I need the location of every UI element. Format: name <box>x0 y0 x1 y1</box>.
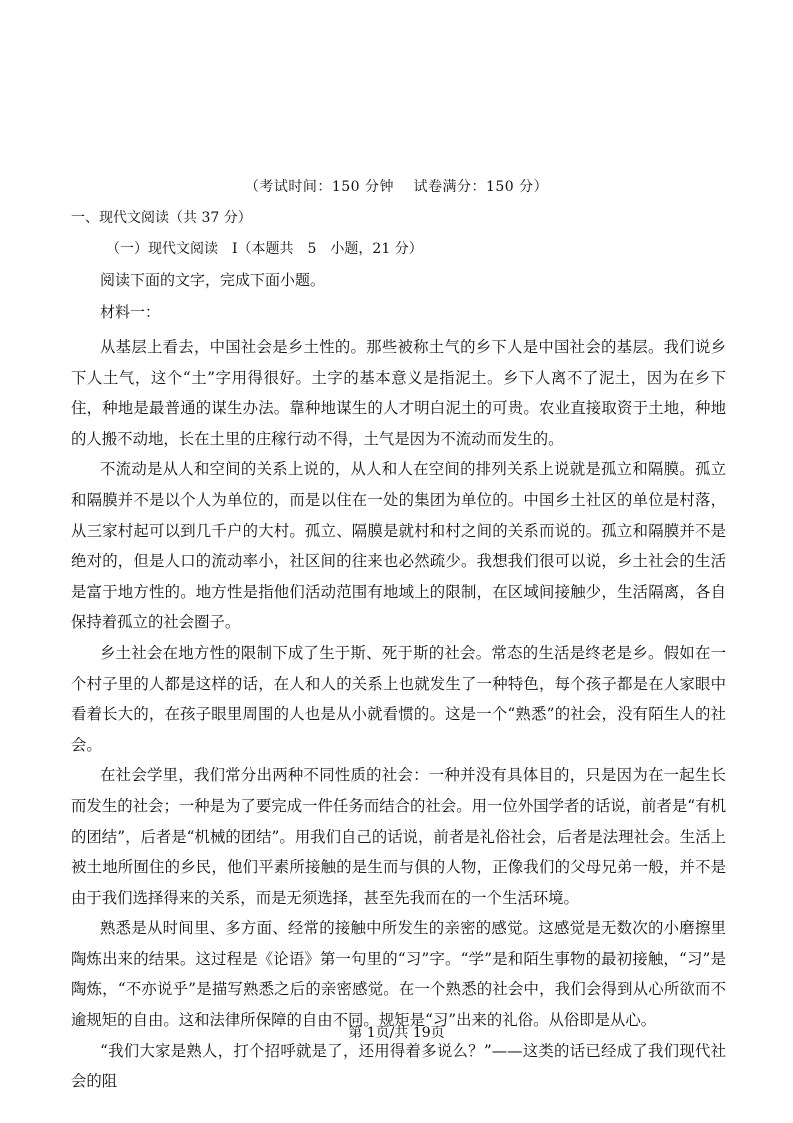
passage-paragraph: 从基层上看去，中国社会是乡土性的。那些被称土气的乡下人是中国社会的基层。我们说乡下人土气，这个“土”字用得很好。土字的基本意义是指泥土。乡下人离不了泥土，因为在乡下住，种地是最普通的谋生办法。靠种地谋生的人才明白泥土的可贵。农业直接取资于土地，种地的人搬不动地，长在土里的庄稼行动不得，土气是因为不流动而发生的。 <box>71 338 726 448</box>
passage-paragraph: 在社会学里，我们常分出两种不同性质的社会：一种并没有具体目的，只是因为在一起生长而发生的社会；一种是为了要完成一件任务而结合的社会。用一位外国学者的话说，前者是“有机的团结”，后者是“机械的团结”。用我们自己的话说，前者是礼俗社会，后者是法理社会。生活上被土地所囿住的乡民，他们平素所接触的是生而与俱的人物，正像我们的父母兄弟一般，并不是由于我们选择得来的关系，而是无须选择，甚至先我而在的一个生活环境。 <box>71 766 726 907</box>
exam-info: （考试时间：150 分钟 试卷满分：150 分） <box>244 179 549 195</box>
subsection-title: （一）现代文阅读 Ⅰ（本题共 5 小题，21 分） <box>106 241 423 257</box>
reading-instruction: 阅读下面的文字，完成下面小题。 <box>100 271 326 289</box>
page-number-footer: 第 1页/共 19页 <box>348 1025 445 1041</box>
passage-paragraph: “我们大家是熟人，打个招呼就是了，还用得着多说么？”——这类的话已经成了我们现代社会的阻 <box>71 1041 726 1091</box>
passage-paragraph: 熟悉是从时间里、多方面、经常的接触中所发生的亲密的感觉。这感觉是无数次的小磨擦里陶炼出来的结果。这过程是《论语》第一句里的“习”字。“学”是和陌生事物的最初接触，“习”是陶炼，“不亦说乎”是描写熟悉之后的亲密感觉。在一个熟悉的社会中，我们会得到从心所欲而不逾规矩的自由。这和法律所保障的自由不同。规矩是“习”出来的礼俗。从俗即是从心。 <box>71 919 726 1030</box>
passage-paragraph: 乡土社会在地方性的限制下成了生于斯、死于斯的社会。常态的生活是终老是乡。假如在一个村子里的人都是这样的话，在人和人的关系上也就发生了一种特色，每个孩子都是在人家眼中看着长大的，在孩子眼里周围的人也是从小就看惯的。这是一个“熟悉”的社会，没有陌生人的社会。 <box>71 643 726 754</box>
passage-paragraph: 不流动是从人和空间的关系上说的，从人和人在空间的排列关系上说就是孤立和隔膜。孤立和隔膜并不是以个人为单位的，而是以住在一处的集团为单位的。中国乡土社区的单位是村落，从三家村起可以到几千户的大村。孤立、隔膜是就村和村之间的关系而说的。孤立和隔膜并不是绝对的，但是人口的流动率小，社区间的往来也必然疏少。我想我们很可以说，乡土社会的生活是富于地方性的。地方性是指他们活动范围有地域上的限制，在区域间接触少，生活隔离，各自保持着孤立的社会圈子。 <box>71 460 726 632</box>
passage-body <box>71 332 726 1097</box>
material-label: 材料一： <box>100 303 161 321</box>
section-title: 一、现代文阅读（共 37 分） <box>71 210 252 226</box>
